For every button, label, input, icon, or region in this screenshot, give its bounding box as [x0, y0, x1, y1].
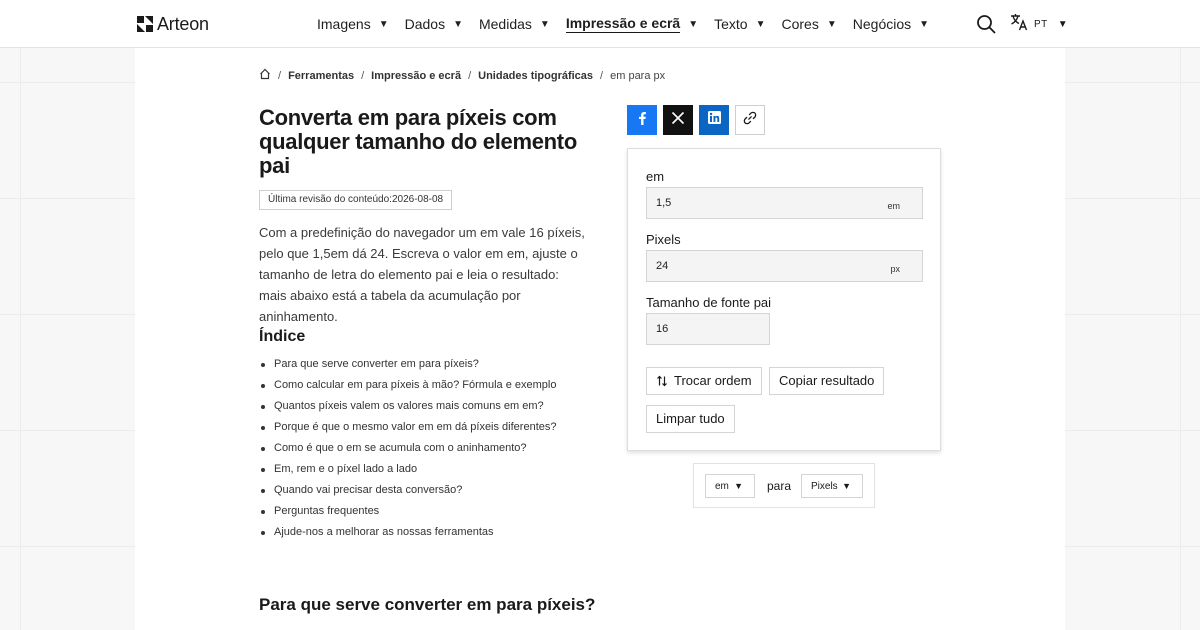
facebook-icon: [636, 111, 648, 130]
to-unit-select[interactable]: [801, 474, 863, 498]
share-buttons: [627, 105, 771, 135]
px-unit-label: px: [890, 264, 900, 274]
from-unit-value: em: [715, 480, 729, 492]
brand-name: Arteon: [157, 13, 209, 34]
clear-all-label: Limpar tudo: [656, 411, 725, 426]
toc-item[interactable]: Quantos píxeis valem os valores mais comuns em em?: [274, 396, 556, 417]
swap-icon: [656, 375, 668, 387]
breadcrumb: [259, 68, 665, 83]
caret-down-icon: ▼: [734, 481, 743, 491]
nav-item-label: Dados: [404, 16, 446, 32]
nav-item-imagens[interactable]: [317, 0, 389, 48]
toc-item[interactable]: Porque é que o mesmo valor em em dá píxeis diferentes?: [274, 417, 556, 438]
link-icon: [743, 111, 757, 130]
language-code: PT: [1034, 18, 1048, 30]
nav-item-label: Texto: [714, 16, 748, 32]
breadcrumb-separator: /: [361, 69, 365, 82]
px-input-value: 24: [656, 260, 669, 272]
breadcrumb-link[interactable]: Ferramentas: [288, 69, 355, 82]
toc-item[interactable]: Quando vai precisar desta conversão?: [274, 480, 556, 501]
share-linkedin-button[interactable]: [699, 105, 729, 135]
clear-all-button[interactable]: [646, 405, 735, 433]
linkedin-icon: [708, 111, 721, 129]
nav-item-medidas[interactable]: [479, 0, 550, 48]
nav-item-label: Imagens: [317, 16, 371, 32]
intro-text: Com a predefinição do navegador um em vale 16 píxeis, pelo que 1,5em dá 24. Escreva o valor em em, ajuste o tamanho de letra do elemento pai e leia o resultado: mais abaixo está a tabela da acumulação por aninhamento.: [259, 225, 585, 324]
caret-down-icon: ▼: [919, 18, 930, 30]
toc-item[interactable]: Em, rem e o píxel lado a lado: [274, 459, 556, 480]
breadcrumb-separator: /: [278, 69, 282, 82]
breadcrumb-separator: /: [468, 69, 472, 82]
swap-order-button[interactable]: [646, 367, 762, 395]
caret-down-icon: ▼: [1057, 18, 1068, 30]
breadcrumb-link[interactable]: Impressão e ecrã: [371, 69, 462, 82]
breadcrumb-current: em para px: [610, 69, 666, 82]
to-unit-value: Pixels: [811, 480, 838, 492]
caret-down-icon: ▼: [826, 18, 837, 30]
nav-item-cores[interactable]: [782, 0, 837, 48]
caret-down-icon: ▼: [755, 18, 766, 30]
breadcrumb-link[interactable]: Unidades tipográficas: [478, 69, 594, 82]
parent-font-size-value: 16: [656, 323, 669, 335]
nav-item-negocios[interactable]: [853, 0, 929, 48]
toc-item[interactable]: Como é que o em se acumula com o aninhamento?: [274, 438, 556, 459]
toc-item[interactable]: Para que serve converter em para píxeis?: [274, 354, 556, 375]
search-icon: [976, 21, 996, 38]
site-header: [0, 0, 1200, 48]
revision-badge: Última revisão do conteúdo:2026-08-08: [259, 190, 452, 210]
brand-logo[interactable]: [137, 14, 209, 34]
swap-order-label: Trocar ordem: [674, 373, 752, 388]
logo-icon: [137, 16, 153, 32]
caret-down-icon: ▼: [453, 18, 463, 30]
copy-link-button[interactable]: [735, 105, 765, 135]
parent-font-size-label: Tamanho de fonte pai: [646, 295, 772, 310]
toc-item[interactable]: Como calcular em para píxeis à mão? Fórmula e exemplo: [274, 375, 556, 396]
nav-item-dados[interactable]: [405, 0, 463, 48]
nav-item-impressao-ecra[interactable]: [566, 0, 698, 48]
em-label: em: [646, 169, 665, 184]
unit-selector: [693, 463, 875, 508]
em-unit-label: em: [887, 201, 900, 211]
table-of-contents: [274, 354, 556, 543]
caret-down-icon: ▼: [842, 481, 851, 491]
x-icon: [671, 111, 685, 130]
search-button[interactable]: [976, 14, 996, 34]
nav-item-label: Medidas: [478, 16, 532, 32]
translate-icon: [1010, 13, 1028, 36]
parent-font-size-input[interactable]: [646, 313, 770, 345]
nav-item-label: Negócios: [852, 16, 912, 32]
copy-result-label: Copiar resultado: [779, 373, 875, 388]
section-heading: Para que serve converter em para píxeis?: [259, 595, 596, 614]
nav-item-texto[interactable]: [714, 0, 765, 48]
share-facebook-button[interactable]: [627, 105, 657, 135]
caret-down-icon: ▼: [378, 18, 389, 30]
language-selector[interactable]: [1010, 14, 1068, 34]
em-input-value: 1,5: [656, 197, 672, 209]
em-input[interactable]: [646, 187, 923, 219]
px-input[interactable]: [646, 250, 923, 282]
page-title: Converta em para píxeis com qualquer tamanho do elemento pai: [259, 105, 577, 178]
px-label: Pixels: [646, 232, 681, 247]
unit-connector: para: [767, 479, 792, 493]
toc-title: Índice: [259, 328, 306, 345]
caret-down-icon: ▼: [539, 18, 550, 30]
nav-item-label: Impressão e ecrã: [565, 15, 681, 31]
share-x-button[interactable]: [663, 105, 693, 135]
copy-result-button[interactable]: [769, 367, 884, 395]
from-unit-select[interactable]: [705, 474, 755, 498]
breadcrumb-separator: /: [600, 69, 604, 82]
converter-card: [627, 148, 941, 451]
main-nav: [317, 0, 945, 48]
nav-item-label: Cores: [781, 16, 819, 32]
toc-item[interactable]: Perguntas frequentes: [274, 501, 556, 522]
toc-item[interactable]: Ajude-nos a melhorar as nossas ferramentas: [274, 522, 556, 543]
home-icon[interactable]: [259, 68, 271, 83]
caret-down-icon: ▼: [688, 18, 699, 30]
